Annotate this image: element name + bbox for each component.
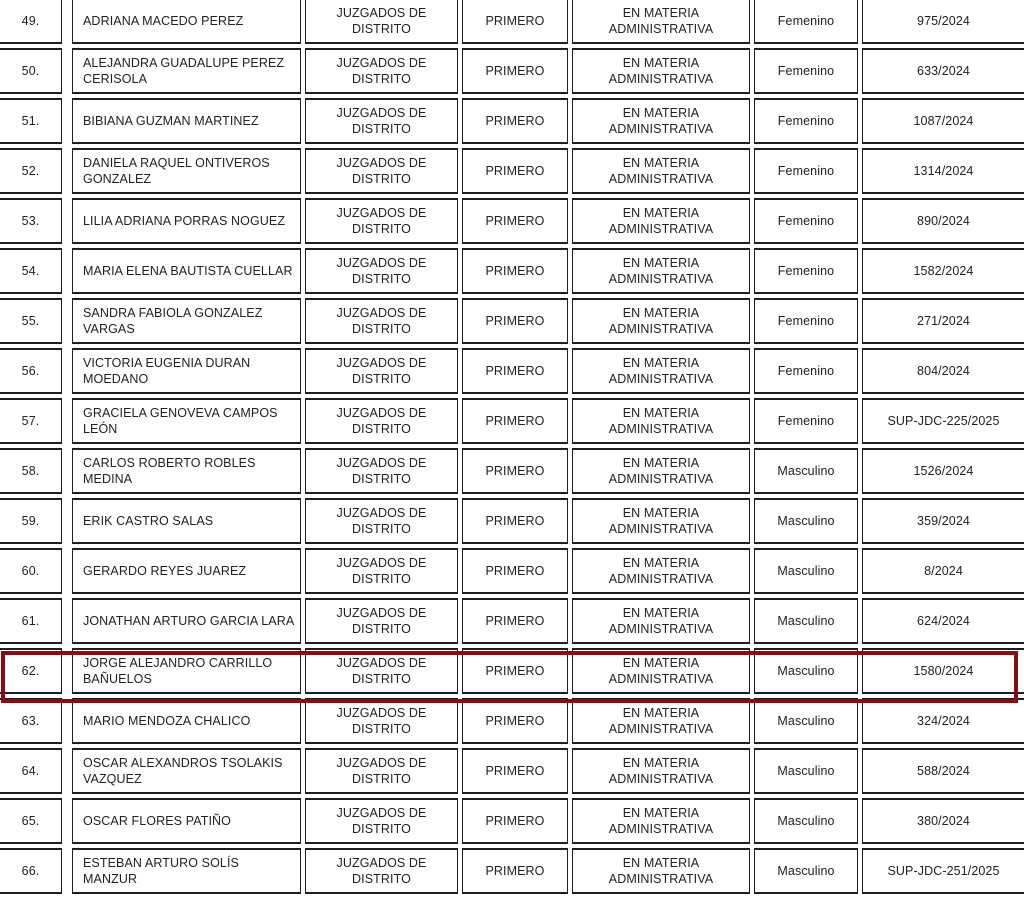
table-row: [0, 48, 1024, 94]
cell-level: PRIMERO: [462, 448, 568, 494]
cell-number: 56.: [0, 348, 62, 394]
cell-matter: EN MATERIA ADMINISTRATIVA: [572, 848, 750, 894]
table-row: [0, 98, 1024, 144]
cell-file-number: 380/2024: [862, 798, 1024, 844]
table-row: [0, 0, 1024, 44]
cell-matter: EN MATERIA ADMINISTRATIVA: [572, 698, 750, 744]
cell-number: 52.: [0, 148, 62, 194]
cell-organ: JUZGADOS DE DISTRITO: [305, 98, 458, 144]
cell-name: DANIELA RAQUEL ONTIVEROS GONZALEZ: [72, 148, 301, 194]
cell-level: PRIMERO: [462, 298, 568, 344]
cell-matter: EN MATERIA ADMINISTRATIVA: [572, 348, 750, 394]
cell-file-number: 1580/2024: [862, 648, 1024, 694]
cell-matter: EN MATERIA ADMINISTRATIVA: [572, 748, 750, 794]
cell-gender: Femenino: [754, 248, 858, 294]
cell-matter: EN MATERIA ADMINISTRATIVA: [572, 498, 750, 544]
cell-organ: JUZGADOS DE DISTRITO: [305, 348, 458, 394]
table-row: [0, 698, 1024, 744]
cell-level: PRIMERO: [462, 48, 568, 94]
table-row: [0, 398, 1024, 444]
cell-matter: EN MATERIA ADMINISTRATIVA: [572, 148, 750, 194]
cell-matter: EN MATERIA ADMINISTRATIVA: [572, 648, 750, 694]
cell-file-number: SUP-JDC-251/2025: [862, 848, 1024, 894]
cell-level: PRIMERO: [462, 98, 568, 144]
table-row: [0, 548, 1024, 594]
cell-number: 66.: [0, 848, 62, 894]
cell-organ: JUZGADOS DE DISTRITO: [305, 448, 458, 494]
cell-gender: Masculino: [754, 698, 858, 744]
cell-organ: JUZGADOS DE DISTRITO: [305, 648, 458, 694]
table-row: [0, 798, 1024, 844]
cell-matter: EN MATERIA ADMINISTRATIVA: [572, 48, 750, 94]
cell-level: PRIMERO: [462, 0, 568, 44]
cell-name: GERARDO REYES JUAREZ: [72, 548, 301, 594]
cell-file-number: 359/2024: [862, 498, 1024, 544]
cell-gender: Femenino: [754, 198, 858, 244]
cell-name: ESTEBAN ARTURO SOLÍS MANZUR: [72, 848, 301, 894]
cell-number: 63.: [0, 698, 62, 744]
cell-gender: Masculino: [754, 598, 858, 644]
cell-organ: JUZGADOS DE DISTRITO: [305, 0, 458, 44]
cell-level: PRIMERO: [462, 698, 568, 744]
cell-gender: Masculino: [754, 448, 858, 494]
cell-gender: Femenino: [754, 148, 858, 194]
cell-gender: Masculino: [754, 498, 858, 544]
cell-matter: EN MATERIA ADMINISTRATIVA: [572, 98, 750, 144]
table-row: [0, 248, 1024, 294]
cell-number: 65.: [0, 798, 62, 844]
cell-file-number: 975/2024: [862, 0, 1024, 44]
cell-name: JORGE ALEJANDRO CARRILLO BAÑUELOS: [72, 648, 301, 694]
cell-number: 51.: [0, 98, 62, 144]
cell-matter: EN MATERIA ADMINISTRATIVA: [572, 598, 750, 644]
table-row: [0, 148, 1024, 194]
cell-matter: EN MATERIA ADMINISTRATIVA: [572, 798, 750, 844]
cell-file-number: 1582/2024: [862, 248, 1024, 294]
table-row: [0, 498, 1024, 544]
cell-level: PRIMERO: [462, 548, 568, 594]
cell-name: ALEJANDRA GUADALUPE PEREZ CERISOLA: [72, 48, 301, 94]
cell-gender: Femenino: [754, 298, 858, 344]
cell-name: ADRIANA MACEDO PEREZ: [72, 0, 301, 44]
cell-file-number: 633/2024: [862, 48, 1024, 94]
cell-name: GRACIELA GENOVEVA CAMPOS LEÓN: [72, 398, 301, 444]
cell-matter: EN MATERIA ADMINISTRATIVA: [572, 548, 750, 594]
cell-file-number: 1087/2024: [862, 98, 1024, 144]
cell-number: 54.: [0, 248, 62, 294]
cell-organ: JUZGADOS DE DISTRITO: [305, 698, 458, 744]
cell-gender: Femenino: [754, 348, 858, 394]
table-row: [0, 648, 1024, 694]
cell-file-number: 890/2024: [862, 198, 1024, 244]
cell-level: PRIMERO: [462, 848, 568, 894]
cell-level: PRIMERO: [462, 198, 568, 244]
cell-file-number: 8/2024: [862, 548, 1024, 594]
cell-matter: EN MATERIA ADMINISTRATIVA: [572, 248, 750, 294]
cell-name: SANDRA FABIOLA GONZALEZ VARGAS: [72, 298, 301, 344]
table-row: [0, 298, 1024, 344]
cell-name: OSCAR FLORES PATIÑO: [72, 798, 301, 844]
cell-name: OSCAR ALEXANDROS TSOLAKIS VAZQUEZ: [72, 748, 301, 794]
cell-organ: JUZGADOS DE DISTRITO: [305, 548, 458, 594]
cell-number: 55.: [0, 298, 62, 344]
cell-level: PRIMERO: [462, 748, 568, 794]
cell-name: CARLOS ROBERTO ROBLES MEDINA: [72, 448, 301, 494]
cell-file-number: 324/2024: [862, 698, 1024, 744]
cell-organ: JUZGADOS DE DISTRITO: [305, 248, 458, 294]
cell-gender: Masculino: [754, 548, 858, 594]
cell-number: 61.: [0, 598, 62, 644]
cell-gender: Masculino: [754, 748, 858, 794]
cell-level: PRIMERO: [462, 398, 568, 444]
table-row: [0, 848, 1024, 894]
cell-organ: JUZGADOS DE DISTRITO: [305, 848, 458, 894]
table-row: [0, 348, 1024, 394]
table-row: [0, 448, 1024, 494]
cell-organ: JUZGADOS DE DISTRITO: [305, 748, 458, 794]
cell-gender: Femenino: [754, 0, 858, 44]
cell-gender: Masculino: [754, 648, 858, 694]
cell-organ: JUZGADOS DE DISTRITO: [305, 798, 458, 844]
cell-level: PRIMERO: [462, 598, 568, 644]
cell-matter: EN MATERIA ADMINISTRATIVA: [572, 298, 750, 344]
cell-level: PRIMERO: [462, 248, 568, 294]
cell-number: 62.: [0, 648, 62, 694]
cell-matter: EN MATERIA ADMINISTRATIVA: [572, 198, 750, 244]
cell-organ: JUZGADOS DE DISTRITO: [305, 398, 458, 444]
cell-gender: Femenino: [754, 98, 858, 144]
cell-file-number: 588/2024: [862, 748, 1024, 794]
cell-number: 57.: [0, 398, 62, 444]
cell-level: PRIMERO: [462, 498, 568, 544]
cell-matter: EN MATERIA ADMINISTRATIVA: [572, 448, 750, 494]
cell-level: PRIMERO: [462, 648, 568, 694]
cell-organ: JUZGADOS DE DISTRITO: [305, 198, 458, 244]
cell-name: VICTORIA EUGENIA DURAN MOEDANO: [72, 348, 301, 394]
cell-number: 49.: [0, 0, 62, 44]
cell-file-number: 624/2024: [862, 598, 1024, 644]
cell-organ: JUZGADOS DE DISTRITO: [305, 298, 458, 344]
cell-level: PRIMERO: [462, 348, 568, 394]
table-row: [0, 748, 1024, 794]
cell-organ: JUZGADOS DE DISTRITO: [305, 498, 458, 544]
table-row: [0, 198, 1024, 244]
cell-name: MARIO MENDOZA CHALICO: [72, 698, 301, 744]
cell-organ: JUZGADOS DE DISTRITO: [305, 48, 458, 94]
cell-name: LILIA ADRIANA PORRAS NOGUEZ: [72, 198, 301, 244]
cell-number: 58.: [0, 448, 62, 494]
cell-number: 64.: [0, 748, 62, 794]
cell-level: PRIMERO: [462, 798, 568, 844]
cell-file-number: SUP-JDC-225/2025: [862, 398, 1024, 444]
cell-level: PRIMERO: [462, 148, 568, 194]
cell-number: 59.: [0, 498, 62, 544]
cell-gender: Masculino: [754, 798, 858, 844]
cell-gender: Femenino: [754, 48, 858, 94]
cell-organ: JUZGADOS DE DISTRITO: [305, 148, 458, 194]
cell-file-number: 1526/2024: [862, 448, 1024, 494]
table-row: [0, 598, 1024, 644]
cell-name: JONATHAN ARTURO GARCIA LARA: [72, 598, 301, 644]
cell-file-number: 804/2024: [862, 348, 1024, 394]
cell-number: 60.: [0, 548, 62, 594]
cell-gender: Masculino: [754, 848, 858, 894]
cell-name: BIBIANA GUZMAN MARTINEZ: [72, 98, 301, 144]
cell-organ: JUZGADOS DE DISTRITO: [305, 598, 458, 644]
cell-file-number: 271/2024: [862, 298, 1024, 344]
cell-matter: EN MATERIA ADMINISTRATIVA: [572, 0, 750, 44]
cell-matter: EN MATERIA ADMINISTRATIVA: [572, 398, 750, 444]
cell-number: 50.: [0, 48, 62, 94]
cell-gender: Femenino: [754, 398, 858, 444]
cell-number: 53.: [0, 198, 62, 244]
cell-name: ERIK CASTRO SALAS: [72, 498, 301, 544]
cell-name: MARIA ELENA BAUTISTA CUELLAR: [72, 248, 301, 294]
cell-file-number: 1314/2024: [862, 148, 1024, 194]
